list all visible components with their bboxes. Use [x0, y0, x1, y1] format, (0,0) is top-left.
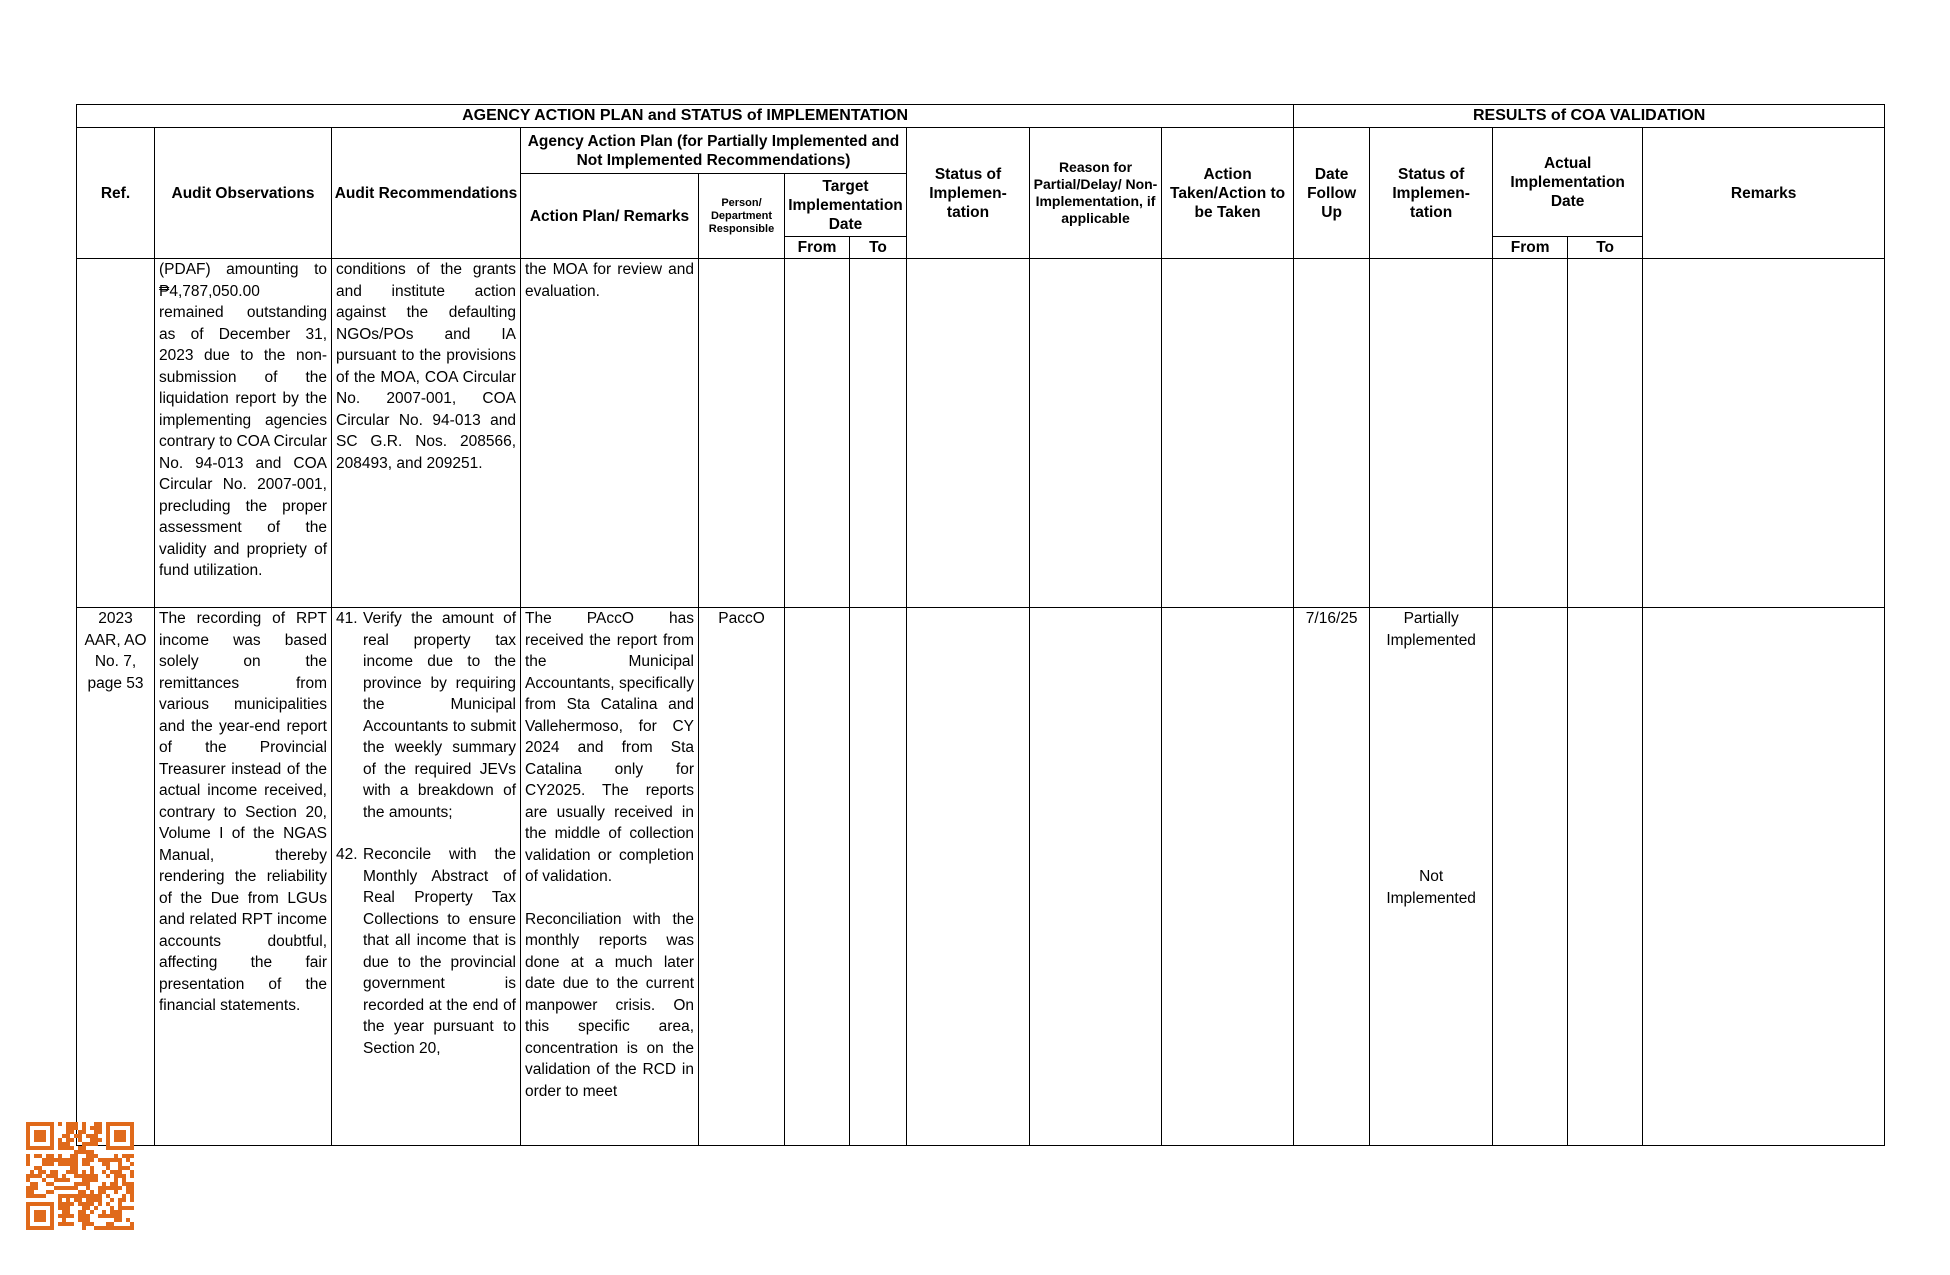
status-partially-implemented: Partially Implemented [1386, 610, 1476, 649]
person-responsible-header: Person/ Department Responsible [699, 174, 785, 259]
table-row [77, 608, 1885, 1146]
status-of-implementation-header: Status of Implemen-tation [907, 128, 1030, 259]
action-taken-cell [1162, 259, 1294, 608]
action-plan-paragraph: The PAccO has received the report from the Municipal Accountants, specifically from Sta Catalina and Vallehermoso, for CY 2024 and from Sta Catalina only for CY2025. The reports are usually received in the middle of collection validation or completion of validation. [525, 610, 694, 885]
person-cell: PaccO [699, 608, 785, 1146]
target-from-header: From [785, 237, 850, 259]
recommendation-item: 41. Verify the amount of real property tax income due to the province by requiring the Municipal Accountants to submit the weekly summary of the required JEVs with a breakdown of the amounts; [336, 610, 516, 821]
agency-action-plan-group-header: Agency Action Plan (for Partially Implemented and Not Implemented Recommendations) [521, 128, 907, 174]
recommendation-cell: conditions of the grants and institute action against the defaulting NGOs/POs and IA pursuant to the provisions of the MOA, COA Circular No. 2007-001, COA Circular No. 94-013 and SC G.R. Nos. 208566, 208493, and 209251. [332, 259, 521, 608]
agency-action-plan-title: AGENCY ACTION PLAN and STATUS of IMPLEMENTATION [77, 105, 1294, 128]
action-plan-remarks-header: Action Plan/ Remarks [521, 174, 699, 259]
actual-implementation-date-header: Actual Implementation Date [1493, 128, 1643, 237]
action-plan-cell: the MOA for review and evaluation. [521, 259, 699, 608]
reason-cell [1030, 608, 1162, 1146]
validation-status-cell [1370, 259, 1493, 608]
observation-cell: The recording of RPT income was based solely on the remittances from various municipalities and the year-end report of the Provincial Treasurer instead of the actual income received, contrary to Section 20, Volume I of the NGAS Manual, thereby rendering the reliability of the Due from LGUs and related RPT income accounts doubtful, affecting the fair presentation of the financial statements. [155, 608, 332, 1146]
remarks-cell [1643, 259, 1885, 608]
actual-to-header: To [1568, 237, 1643, 259]
person-cell [699, 259, 785, 608]
actual-to-cell [1568, 608, 1643, 1146]
validation-status-cell [1370, 608, 1493, 1146]
target-to-cell [850, 259, 907, 608]
reason-cell [1030, 259, 1162, 608]
qr-code-icon [26, 1122, 134, 1230]
date-follow-up-header: Date Follow Up [1294, 128, 1370, 259]
actual-from-cell [1493, 259, 1568, 608]
remarks-cell [1643, 608, 1885, 1146]
ref-cell [77, 259, 155, 608]
validation-status-header: Status of Implemen-tation [1370, 128, 1493, 259]
status-cell [907, 608, 1030, 1146]
status-cell [907, 259, 1030, 608]
action-plan-cell [521, 608, 699, 1146]
follow-up-cell: 7/16/25 [1294, 608, 1370, 1146]
audit-recommendations-header: Audit Recommendations [332, 128, 521, 259]
follow-up-cell [1294, 259, 1370, 608]
reason-header: Reason for Partial/Delay/ Non-Implementation, if applicable [1030, 128, 1162, 259]
remarks-header: Remarks [1643, 128, 1885, 259]
target-date-header: Target Implementation Date [785, 174, 907, 237]
actual-from-cell [1493, 608, 1568, 1146]
target-from-cell [785, 608, 850, 1146]
recommendation-item: 42. Reconcile with the Monthly Abstract of Real Property Tax Collections to ensure that all income that is due to the provincial government is recorded at the end of the year pursuant to Section 20, [336, 846, 516, 1057]
recommendation-cell [332, 608, 521, 1146]
action-plan-paragraph: Reconciliation with the monthly reports was done at a much later date due to the current manpower crisis. On this specific area, concentration is on the validation of the RCD in order to meet [525, 910, 694, 1100]
action-taken-header: Action Taken/Action to be Taken [1162, 128, 1294, 259]
actual-to-cell [1568, 259, 1643, 608]
audit-observations-header: Audit Observations [155, 128, 332, 259]
status-not-implemented: Not Implemented [1386, 868, 1476, 907]
target-from-cell [785, 259, 850, 608]
ref-header: Ref. [77, 128, 155, 259]
audit-action-plan-table [76, 104, 1885, 1146]
target-to-cell [850, 608, 907, 1146]
coa-validation-title: RESULTS of COA VALIDATION [1294, 105, 1885, 128]
observation-cell: (PDAF) amounting to ₱4,787,050.00 remained outstanding as of December 31, 2023 due to the non-submission of the liquidation report by the implementing agencies contrary to COA Circular No. 94-013 and COA Circular No. 2007-001, precluding the proper assessment of the validity and propriety of fund utilization. [155, 259, 332, 608]
ref-cell: 2023 AAR, AO No. 7, page 53 [77, 608, 155, 1146]
actual-from-header: From [1493, 237, 1568, 259]
table-row [77, 259, 1885, 608]
action-taken-cell [1162, 608, 1294, 1146]
target-to-header: To [850, 237, 907, 259]
